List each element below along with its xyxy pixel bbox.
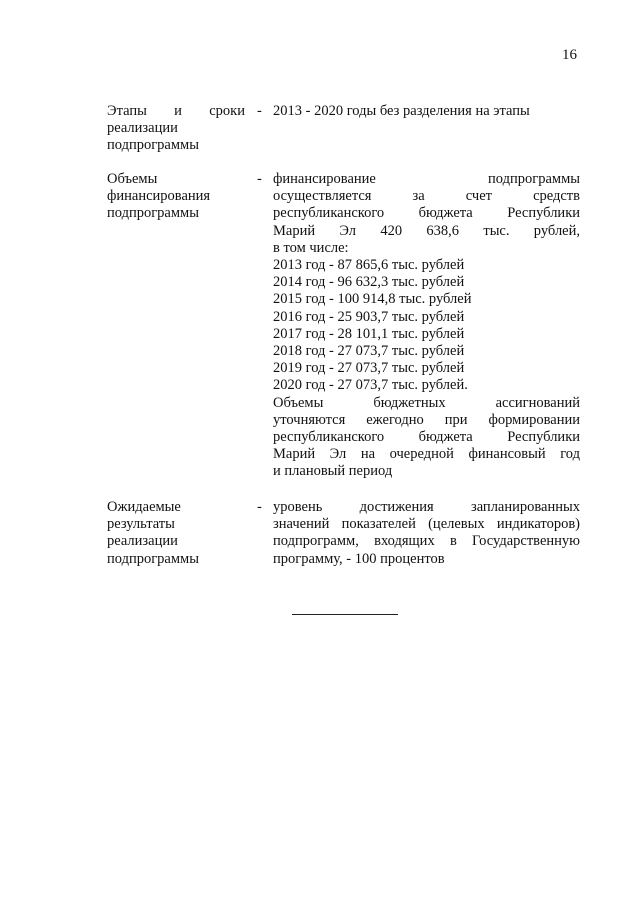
value-line: и плановый период xyxy=(273,463,393,480)
value-line: Объемы бюджетных ассигнований xyxy=(273,394,580,411)
row-value xyxy=(273,171,580,481)
value-line: 2020 год - 27 073,7 тыс. рублей. xyxy=(273,377,468,394)
value-line: 2017 год - 28 101,1 тыс. рублей xyxy=(273,325,465,342)
value-line: подпрограмм, входящих в Государственную xyxy=(273,533,580,550)
row-value xyxy=(273,103,580,120)
page-number: 16 xyxy=(562,47,577,63)
value-line: республиканского бюджета Республики xyxy=(273,429,580,446)
value-line: финансирование подпрограммы xyxy=(273,171,580,187)
value-line: 2019 год - 27 073,7 тыс. рублей xyxy=(273,360,465,377)
value-line: 2018 год - 27 073,7 тыс. рублей xyxy=(273,343,465,360)
value-line: значений показателей (целевых индикаторов) xyxy=(273,516,580,533)
value-line: осуществляется за счет средств xyxy=(273,188,580,205)
value-line: республиканского бюджета Республики xyxy=(273,205,580,222)
row-dash: - xyxy=(257,103,262,119)
label-line: результаты xyxy=(107,516,175,533)
label-line: Ожидаемые xyxy=(107,499,181,515)
value-line: программу, - 100 процентов xyxy=(273,550,445,567)
row-value xyxy=(273,499,580,568)
section-end-rule xyxy=(292,614,398,615)
value-line: Марий Эл на очередной финансовый год xyxy=(273,446,580,463)
value-line: в том числе: xyxy=(273,239,349,256)
label-line: подпрограммы xyxy=(107,550,199,567)
row-label xyxy=(107,103,245,155)
label-line: подпрограммы xyxy=(107,205,199,222)
label-line: реализации xyxy=(107,533,178,550)
value-line: 2014 год - 96 632,3 тыс. рублей xyxy=(273,274,465,291)
row-dash: - xyxy=(257,171,262,187)
value-line: уровень достижения запланированных xyxy=(273,499,580,515)
value-line: Марий Эл 420 638,6 тыс. рублей, xyxy=(273,222,580,239)
label-line: финансирования xyxy=(107,188,211,205)
row-dash: - xyxy=(257,499,262,515)
label-line: подпрограммы xyxy=(107,137,199,154)
label-line: реализации xyxy=(107,120,178,137)
row-label xyxy=(107,499,245,568)
value-line: 2015 год - 100 914,8 тыс. рублей xyxy=(273,291,472,308)
label-line: Этапы и сроки xyxy=(107,103,245,119)
value-line: 2016 год - 25 903,7 тыс. рублей xyxy=(273,308,465,325)
row-label xyxy=(107,171,245,223)
value-line: 2013 год - 87 865,6 тыс. рублей xyxy=(273,257,465,274)
value-line: уточняются ежегодно при формировании xyxy=(273,411,580,428)
value-line: 2013 - 2020 годы без разделения на этапы xyxy=(273,103,530,119)
label-line: Объемы xyxy=(107,171,158,187)
